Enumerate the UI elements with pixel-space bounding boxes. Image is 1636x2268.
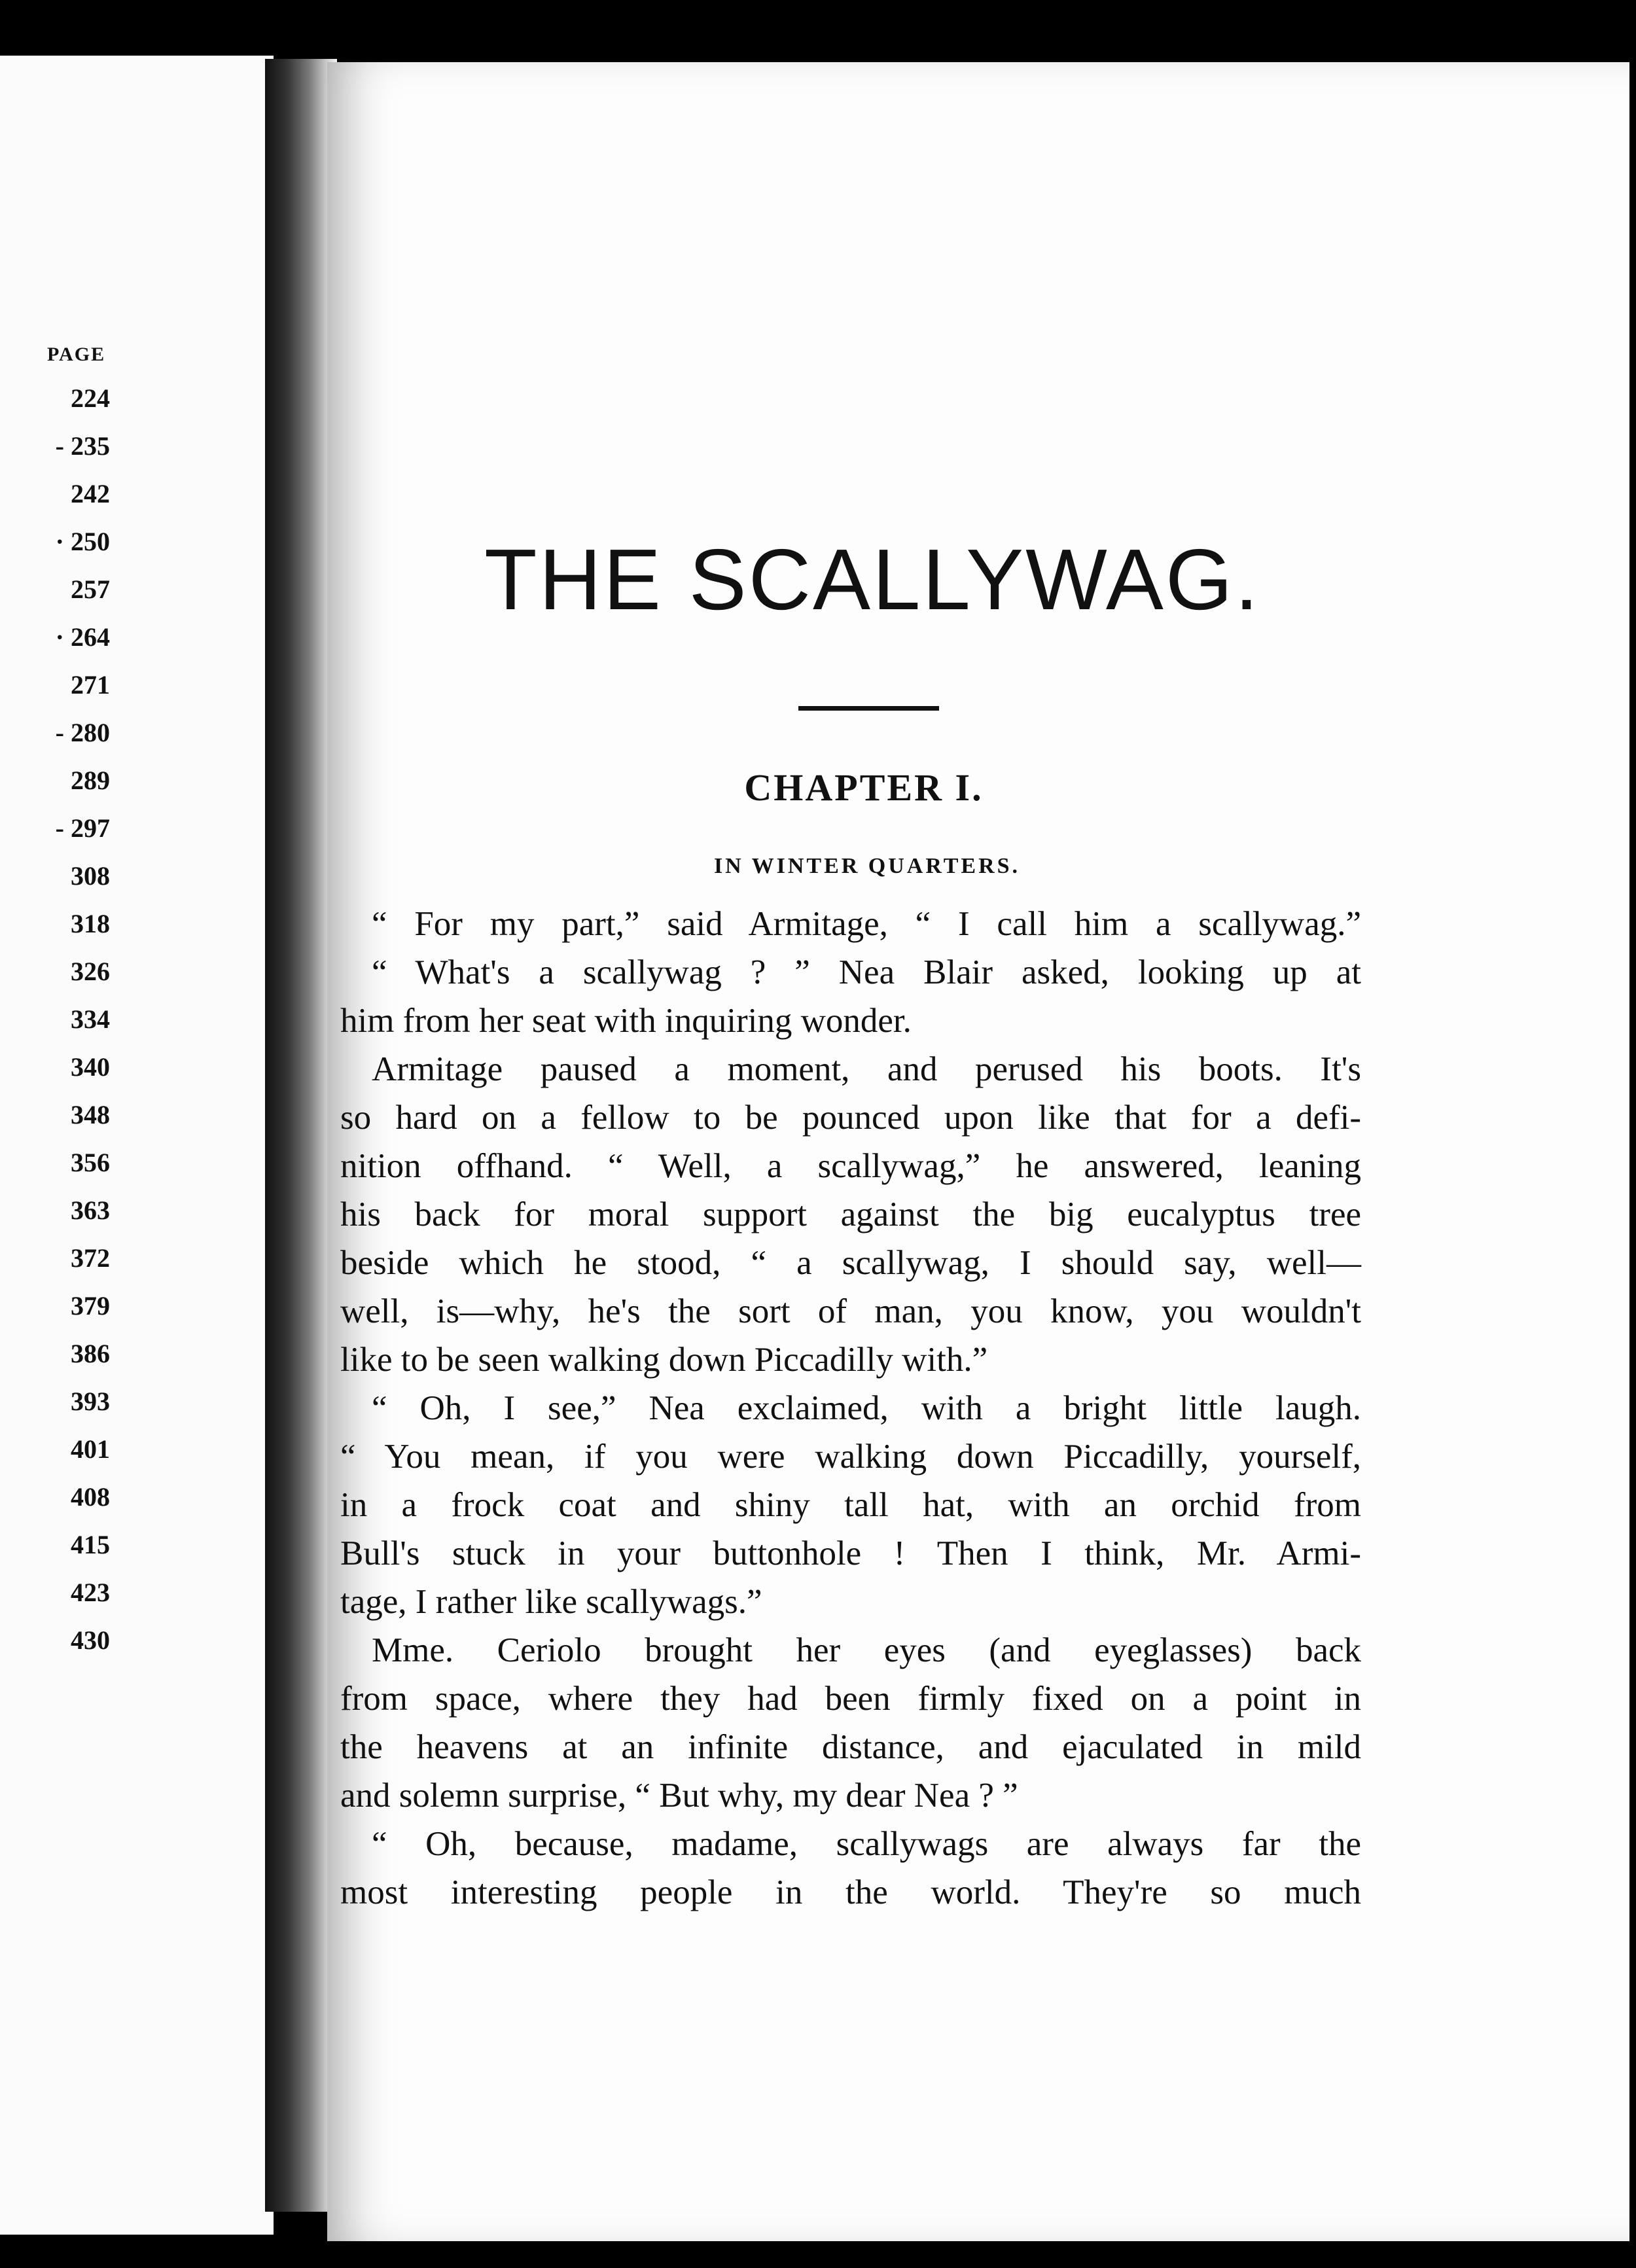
toc-page-number: [0, 717, 110, 765]
toc-page-number: [0, 1481, 110, 1529]
leader-mark: -: [55, 718, 64, 747]
text-line: most interesting people in the world. They're so much: [340, 1873, 1361, 1911]
text-line: in a frock coat and shiny tall hat, with an orchid from: [340, 1486, 1361, 1524]
toc-page-number: [0, 908, 110, 956]
page-number: 257: [71, 575, 110, 604]
toc-page-list: [0, 383, 110, 1673]
text-line: nition offhand. “ Well, a scallywag,” he answered, leaning: [340, 1147, 1361, 1185]
toc-page-number: [0, 813, 110, 860]
toc-page-number: [0, 1338, 110, 1386]
toc-page-number: [0, 956, 110, 1004]
text-line: well, is—why, he's the sort of man, you know, you wouldn't: [340, 1292, 1361, 1330]
chapter-heading: CHAPTER I.: [744, 766, 984, 809]
text-line: so hard on a fellow to be pounced upon like that for a defi-: [340, 1099, 1361, 1137]
text-line: from space, where they had been firmly fixed on a point in: [340, 1680, 1361, 1718]
leader-mark: -: [55, 431, 64, 461]
text-line: “ You mean, if you were walking down Piccadilly, yourself,: [340, 1438, 1361, 1476]
page-number: 297: [71, 813, 110, 843]
toc-page-number: [0, 383, 110, 431]
page-number: 326: [71, 957, 110, 986]
page-number: 415: [71, 1530, 110, 1559]
page-number: 423: [71, 1578, 110, 1607]
page-number: 401: [71, 1434, 110, 1464]
text-line: beside which he stood, “ a scallywag, I should say, well—: [340, 1244, 1361, 1282]
page-number: 242: [71, 479, 110, 508]
text-line: Mme. Ceriolo brought her eyes (and eyeglasses) back: [372, 1631, 1361, 1669]
title-rule: [798, 706, 939, 711]
page-number: 250: [71, 527, 110, 556]
page-number: 264: [71, 622, 110, 652]
text-line: Bull's stuck in your buttonhole ! Then I think, Mr. Armi-: [340, 1534, 1361, 1572]
page-number: 334: [71, 1004, 110, 1034]
toc-page-number: [0, 860, 110, 908]
toc-page-number: [0, 1434, 110, 1481]
book-title: THE SCALLYWAG.: [484, 531, 1261, 628]
left-page: [0, 56, 274, 2235]
leader-mark: ·: [55, 527, 64, 556]
toc-page-number: [0, 526, 110, 574]
leader-mark: ·: [55, 622, 64, 652]
toc-page-number: [0, 1290, 110, 1338]
page-number: 356: [71, 1148, 110, 1177]
page-number: 318: [71, 909, 110, 938]
page-number: 280: [71, 718, 110, 747]
page-number: 235: [71, 431, 110, 461]
page-number: 408: [71, 1482, 110, 1512]
page-number: 289: [71, 766, 110, 795]
text-line: and solemn surprise, “ But why, my dear Nea ? ”: [340, 1777, 1018, 1815]
text-line: “ Oh, because, madame, scallywags are always far the: [372, 1825, 1361, 1863]
page-number: 340: [71, 1052, 110, 1082]
toc-page-number: [0, 669, 110, 717]
page-number: 271: [71, 670, 110, 700]
toc-page-number: [0, 1004, 110, 1052]
text-line: the heavens at an infinite distance, and ejaculated in mild: [340, 1728, 1361, 1766]
text-line: tage, I rather like scallywags.”: [340, 1583, 762, 1621]
toc-page-number: [0, 1052, 110, 1099]
page-number: 363: [71, 1196, 110, 1225]
leader-mark: -: [55, 813, 64, 843]
page-number: 348: [71, 1100, 110, 1129]
toc-page-number: [0, 1577, 110, 1625]
page-number: 308: [71, 861, 110, 891]
toc-page-header: PAGE: [47, 344, 106, 365]
text-line: him from her seat with inquiring wonder.: [340, 1002, 912, 1040]
toc-page-number: [0, 1386, 110, 1434]
text-line: “ For my part,” said Armitage, “ I call him a scallywag.”: [372, 905, 1361, 943]
book-gutter: [265, 59, 337, 2212]
toc-page-number: [0, 622, 110, 669]
page-number: 379: [71, 1291, 110, 1320]
chapter-subtitle: IN WINTER QUARTERS.: [713, 854, 1021, 878]
toc-page-number: [0, 1147, 110, 1195]
text-line: like to be seen walking down Piccadilly with.”: [340, 1341, 988, 1379]
toc-page-number: [0, 765, 110, 813]
toc-page-number: [0, 431, 110, 478]
text-line: Armitage paused a moment, and perused his boots. It's: [372, 1050, 1361, 1088]
text-line: “ What's a scallywag ? ” Nea Blair asked, looking up at: [372, 953, 1361, 991]
toc-page-number: [0, 1529, 110, 1577]
toc-page-number: [0, 574, 110, 622]
toc-page-number: [0, 478, 110, 526]
page-number: 224: [71, 383, 110, 413]
page-number: 393: [71, 1387, 110, 1416]
chapter-body-text: [340, 900, 1361, 1917]
page-number: 386: [71, 1339, 110, 1368]
page-number: 430: [71, 1625, 110, 1655]
toc-page-number: [0, 1243, 110, 1290]
toc-page-number: [0, 1625, 110, 1673]
page-number: 372: [71, 1243, 110, 1273]
toc-page-number: [0, 1099, 110, 1147]
text-line: his back for moral support against the big eucalyptus tree: [340, 1196, 1361, 1233]
text-line: “ Oh, I see,” Nea exclaimed, with a bright little laugh.: [372, 1389, 1361, 1427]
toc-page-number: [0, 1195, 110, 1243]
